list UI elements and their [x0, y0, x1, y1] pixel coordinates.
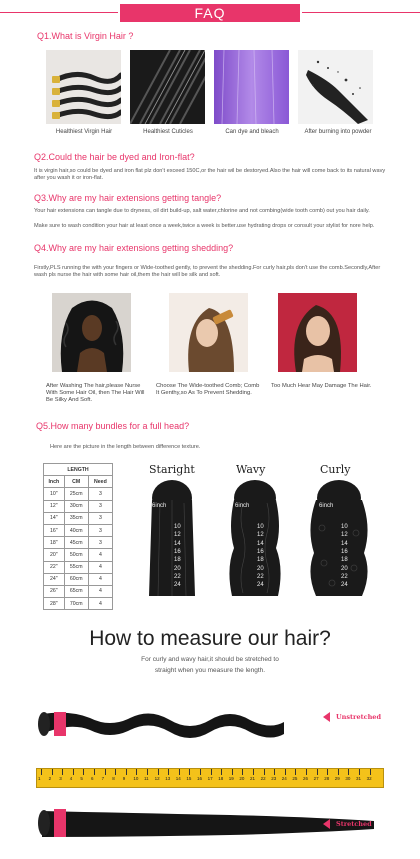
faq-header: FAQ	[120, 4, 300, 22]
length-mark: 22	[257, 573, 264, 580]
table-cell: 40cm	[64, 524, 88, 536]
ruler-tick	[136, 769, 137, 775]
ruler-tick	[73, 769, 74, 775]
table-cell: 3	[88, 512, 112, 524]
ruler-number: 3	[59, 776, 62, 781]
ruler-number: 10	[133, 776, 139, 781]
ruler-tick	[179, 769, 180, 775]
table-cell: 60cm	[64, 573, 88, 585]
table-cell: 22"	[44, 561, 65, 573]
q4-caption-comb: Choose The Wide-toothed Comb; Comb It Genthy,so As To Prevent Shedding.	[156, 383, 260, 396]
table-cell: 4	[88, 549, 112, 561]
unstretched-arrow-icon	[323, 712, 330, 722]
cuticles-photo	[130, 50, 205, 124]
header-rule-right	[302, 12, 420, 13]
ruler-tick	[200, 769, 201, 775]
ruler-number: 6	[91, 776, 94, 781]
q4-caption-heat: Too Much Hear May Damage The Hair.	[271, 383, 372, 389]
ruler-tick	[295, 769, 296, 775]
q4-title: Q4.Why are my hair extensions getting shedding?	[34, 243, 234, 253]
table-cell: 16"	[44, 524, 65, 536]
ruler-number: 11	[144, 776, 149, 781]
ruler-number: 23	[271, 776, 277, 781]
q3-text-2: Make sure to wash condition your hair at least once a week,twice a week is better.use hydrating drops or consult your stylist for nore help.	[34, 223, 375, 229]
table-cell: 35cm	[64, 512, 88, 524]
table-row	[44, 585, 113, 597]
woman-photo	[278, 293, 357, 372]
ruler-tick	[168, 769, 169, 775]
ruler-tick	[253, 769, 254, 775]
length-mark: 16	[174, 548, 181, 555]
table-row	[44, 512, 113, 524]
table-cell: 30cm	[64, 500, 88, 512]
table-cell: 12"	[44, 500, 65, 512]
length-mark: 16	[257, 548, 264, 555]
ruler-tick	[327, 769, 328, 775]
q1-caption-cuticles: Healthiest Cuticles	[143, 129, 193, 135]
length-mark: 14	[257, 540, 264, 547]
ruler-tick	[158, 769, 159, 775]
table-row	[44, 549, 113, 561]
length-mark: 24	[174, 582, 181, 589]
ruler-number: 18	[218, 776, 224, 781]
length-mark: 12	[257, 532, 264, 539]
q1-caption-virgin: Healthiest Virgin Hair	[55, 129, 113, 135]
table-cell: 25cm	[64, 488, 88, 500]
ruler-tick	[83, 769, 84, 775]
burnt-powder-photo	[298, 50, 373, 124]
ruler-tick	[115, 769, 116, 775]
ruler-number: 27	[313, 776, 319, 781]
q3-title: Q3.Why are my hair extensions getting tangle?	[34, 193, 222, 203]
q1-title: Q1.What is Virgin Hair ?	[37, 31, 134, 41]
ruler-tick	[370, 769, 371, 775]
ruler-number: 1	[38, 776, 41, 781]
length-mark: 16	[341, 548, 348, 555]
ruler-number: 16	[197, 776, 203, 781]
table-row	[44, 500, 113, 512]
ruler-tick	[306, 769, 307, 775]
header-rule-left	[0, 12, 118, 13]
length-mark: 22	[341, 573, 348, 580]
length-col-inch: Inch	[44, 476, 65, 488]
comb-photo	[169, 293, 248, 372]
ruler-tick	[94, 769, 95, 775]
table-cell: 3	[88, 500, 112, 512]
q3-text-1: Your hair extensions can tangle due to dryness, oil dirt build-up, salt water,chlorine and not combing(wide tooth comb) out you hair daily.	[34, 208, 370, 214]
q5-intro: Here are the picture in the length between difference texture.	[50, 444, 201, 450]
q2-title: Q2.Could the hair be dyed and Iron-flat?	[34, 152, 195, 162]
ruler-number: 26	[303, 776, 309, 781]
length-mark: 20	[257, 565, 264, 572]
length-mark: 14	[174, 540, 181, 547]
table-row	[44, 524, 113, 536]
curly-start-mark: 6inch	[319, 503, 334, 509]
ruler-number: 12	[154, 776, 160, 781]
measure-subtitle-1: For curly and wavy hair,it should be stretched to	[141, 656, 279, 663]
q1-caption-burning: After burning into powder	[304, 129, 372, 135]
table-cell: 4	[88, 598, 112, 610]
purple-dyed-hair-photo	[214, 50, 289, 124]
table-cell: 10"	[44, 488, 65, 500]
ruler-tick	[221, 769, 222, 775]
ruler-tick	[264, 769, 265, 775]
ruler-tick	[126, 769, 127, 775]
unstretched-bundle-image	[30, 700, 285, 748]
unstretched-label: Unstretched	[336, 713, 381, 721]
stretched-arrow-icon	[323, 819, 330, 829]
table-row	[44, 488, 113, 500]
ruler-tick	[285, 769, 286, 775]
table-cell: 70cm	[64, 598, 88, 610]
length-col-cm: CM	[64, 476, 88, 488]
table-cell: 28"	[44, 598, 65, 610]
measure-title: How to measure our hair?	[89, 627, 331, 650]
length-mark: 18	[174, 557, 181, 564]
length-mark: 22	[174, 573, 181, 580]
ruler-number: 15	[186, 776, 192, 781]
ruler-tick	[232, 769, 233, 775]
q4-caption-oil: After Washing The hair,please Nurse With Some Hair Oil, then The Hair Will Be Silky And Soft.	[46, 383, 145, 403]
texture-label-wavy: Wavy	[236, 463, 266, 476]
ruler-tick	[189, 769, 190, 775]
ruler-tick	[52, 769, 53, 775]
texture-label-straight: Staright	[149, 463, 195, 476]
stretched-label: Stretched	[336, 820, 372, 828]
table-cell: 4	[88, 561, 112, 573]
q5-title: Q5.How many bundles for a full head?	[36, 421, 190, 431]
length-mark: 20	[174, 565, 181, 572]
table-cell: 3	[88, 488, 112, 500]
table-row	[44, 561, 113, 573]
texture-label-curly: Curly	[320, 463, 351, 476]
ruler-tick	[41, 769, 42, 775]
length-mark: 20	[341, 565, 348, 572]
wavy-start-mark: 6inch	[235, 503, 250, 509]
ruler-number: 30	[345, 776, 351, 781]
ruler-number: 31	[356, 776, 362, 781]
table-row	[44, 598, 113, 610]
oiled-hair-photo	[52, 293, 131, 372]
table-cell: 18"	[44, 537, 65, 549]
length-mark: 14	[341, 540, 348, 547]
table-cell: 3	[88, 524, 112, 536]
length-mark: 10	[341, 524, 348, 530]
ruler-tick	[274, 769, 275, 775]
ruler-number: 13	[165, 776, 171, 781]
ruler-tick	[348, 769, 349, 775]
table-row	[44, 537, 113, 549]
table-cell: 50cm	[64, 549, 88, 561]
length-mark: 12	[174, 532, 181, 539]
ruler-tick	[62, 769, 63, 775]
table-cell: 4	[88, 573, 112, 585]
ruler-number: 17	[207, 776, 213, 781]
table-cell: 20"	[44, 549, 65, 561]
table-cell: 55cm	[64, 561, 88, 573]
length-col-need: Need	[88, 476, 112, 488]
virgin-hair-photo	[46, 50, 121, 124]
table-cell: 24"	[44, 573, 65, 585]
measuring-ruler	[36, 768, 384, 788]
curly-hair-model	[302, 478, 377, 598]
ruler-number: 7	[101, 776, 105, 781]
ruler-number: 5	[80, 776, 83, 781]
ruler-number: 28	[324, 776, 330, 781]
measure-subtitle-2: straight when you measure the length.	[154, 667, 266, 674]
length-mark: 10	[174, 524, 181, 530]
q2-text: It is virgin hair,so could be dyed and iron flat plz don't exceed 150C,or the hair wil be destoryed.Also the hair will come back to its natural wavy after you wash it or iron-flat.	[34, 168, 386, 181]
table-cell: 65cm	[64, 585, 88, 597]
wavy-hair-model	[218, 478, 293, 598]
ruler-number: 20	[239, 776, 245, 781]
ruler-number: 32	[366, 776, 372, 781]
ruler-number: 29	[334, 776, 340, 781]
ruler-tick	[211, 769, 212, 775]
table-row	[44, 573, 113, 585]
q4-text: Firstly,PLS running the with your fingers or Wide-toothed gently, to prevent the shedding.For curly hair,pls don't use the comb.Secondly,After wash pls nurse the hair with some hair oil,them the hair will be silk and soft.	[34, 265, 381, 278]
ruler-number: 25	[292, 776, 298, 781]
ruler-number: 9	[122, 776, 126, 781]
ruler-tick	[242, 769, 243, 775]
length-table	[43, 463, 113, 610]
table-cell: 14"	[44, 512, 65, 524]
ruler-number: 24	[281, 776, 287, 781]
length-mark: 24	[341, 582, 348, 589]
ruler-tick	[359, 769, 360, 775]
straight-start-mark: 6inch	[152, 503, 167, 509]
ruler-number: 19	[228, 776, 234, 781]
length-mark: 18	[257, 557, 264, 564]
length-mark: 24	[257, 582, 264, 589]
ruler-tick	[105, 769, 106, 775]
q1-caption-dye: Can dye and bleach	[225, 129, 279, 135]
length-table-title: LENGTH	[44, 464, 113, 476]
table-cell: 4	[88, 585, 112, 597]
table-cell: 45cm	[64, 537, 88, 549]
length-mark: 12	[341, 532, 348, 539]
straight-hair-model	[135, 478, 210, 598]
ruler-number: 14	[175, 776, 181, 781]
ruler-number: 21	[250, 776, 256, 781]
length-mark: 18	[341, 557, 348, 564]
ruler-number: 4	[69, 776, 73, 781]
ruler-tick	[317, 769, 318, 775]
ruler-number: 8	[112, 776, 115, 781]
table-cell: 26"	[44, 585, 65, 597]
table-cell: 3	[88, 537, 112, 549]
ruler-number: 2	[48, 776, 52, 781]
length-mark: 10	[257, 524, 264, 530]
ruler-tick	[147, 769, 148, 775]
ruler-tick	[338, 769, 339, 775]
ruler-number: 22	[260, 776, 266, 781]
